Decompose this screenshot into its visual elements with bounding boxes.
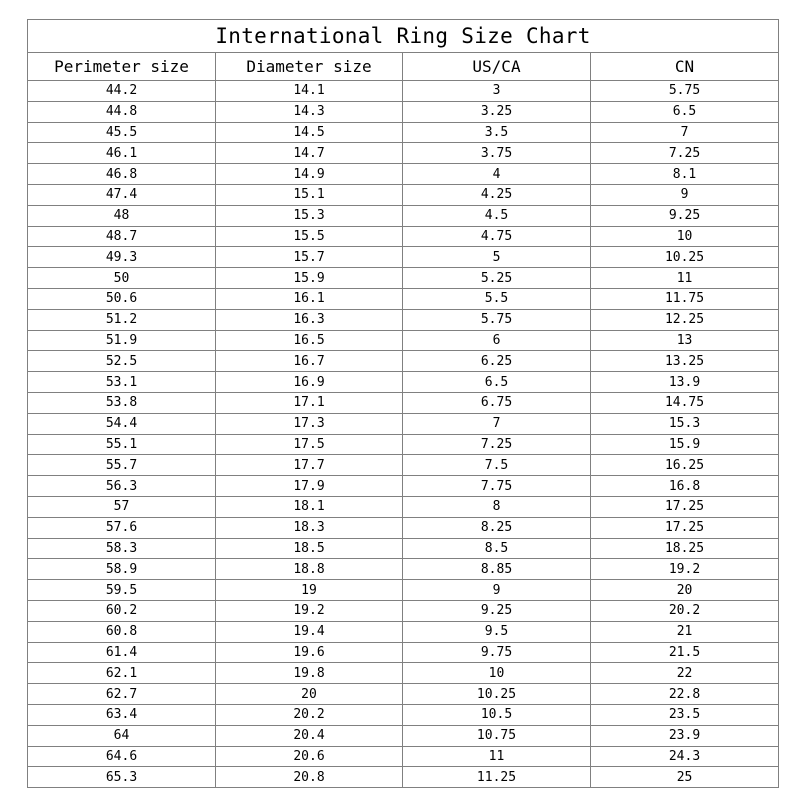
perimeter-cell: 53.1 (28, 372, 216, 393)
table-row (28, 81, 779, 102)
cn-cell: 22 (591, 663, 779, 684)
perimeter-cell: 64.6 (28, 746, 216, 767)
diameter-cell: 16.5 (216, 330, 403, 351)
us-ca-cell: 5 (403, 247, 591, 268)
column-header-perimeter: Perimeter size (28, 53, 216, 81)
table-row (28, 725, 779, 746)
perimeter-cell: 58.3 (28, 538, 216, 559)
diameter-cell: 18.1 (216, 496, 403, 517)
cn-cell: 10.25 (591, 247, 779, 268)
us-ca-cell: 11 (403, 746, 591, 767)
table-row (28, 184, 779, 205)
us-ca-cell: 6 (403, 330, 591, 351)
perimeter-cell: 61.4 (28, 642, 216, 663)
cn-cell: 13.25 (591, 351, 779, 372)
perimeter-cell: 49.3 (28, 247, 216, 268)
us-ca-cell: 10.75 (403, 725, 591, 746)
table-row (28, 580, 779, 601)
diameter-cell: 20.8 (216, 767, 403, 788)
cn-cell: 12.25 (591, 309, 779, 330)
cn-cell: 11 (591, 268, 779, 289)
diameter-cell: 14.3 (216, 101, 403, 122)
us-ca-cell: 4.75 (403, 226, 591, 247)
perimeter-cell: 64 (28, 725, 216, 746)
perimeter-cell: 52.5 (28, 351, 216, 372)
diameter-cell: 16.1 (216, 288, 403, 309)
cn-cell: 9 (591, 184, 779, 205)
table-row (28, 226, 779, 247)
diameter-cell: 15.7 (216, 247, 403, 268)
table-row (28, 455, 779, 476)
cn-cell: 13.9 (591, 372, 779, 393)
cn-cell: 20 (591, 580, 779, 601)
diameter-cell: 14.1 (216, 81, 403, 102)
cn-cell: 22.8 (591, 684, 779, 705)
cn-cell: 5.75 (591, 81, 779, 102)
us-ca-cell: 9.25 (403, 600, 591, 621)
cn-cell: 16.8 (591, 476, 779, 497)
diameter-cell: 16.9 (216, 372, 403, 393)
us-ca-cell: 10.25 (403, 684, 591, 705)
perimeter-cell: 54.4 (28, 413, 216, 434)
table-row (28, 642, 779, 663)
cn-cell: 19.2 (591, 559, 779, 580)
cn-cell: 11.75 (591, 288, 779, 309)
diameter-cell: 17.7 (216, 455, 403, 476)
table-row (28, 517, 779, 538)
cn-cell: 21.5 (591, 642, 779, 663)
cn-cell: 8.1 (591, 164, 779, 185)
diameter-cell: 18.5 (216, 538, 403, 559)
us-ca-cell: 5.5 (403, 288, 591, 309)
diameter-cell: 19.4 (216, 621, 403, 642)
us-ca-cell: 3 (403, 81, 591, 102)
table-row (28, 496, 779, 517)
diameter-cell: 19.2 (216, 600, 403, 621)
us-ca-cell: 4.25 (403, 184, 591, 205)
cn-cell: 23.9 (591, 725, 779, 746)
diameter-cell: 14.9 (216, 164, 403, 185)
table-row (28, 434, 779, 455)
diameter-cell: 17.5 (216, 434, 403, 455)
table-row (28, 122, 779, 143)
table-row (28, 101, 779, 122)
perimeter-cell: 60.2 (28, 600, 216, 621)
cn-cell: 17.25 (591, 517, 779, 538)
diameter-cell: 20 (216, 684, 403, 705)
table-row (28, 205, 779, 226)
perimeter-cell: 63.4 (28, 704, 216, 725)
perimeter-cell: 47.4 (28, 184, 216, 205)
us-ca-cell: 10.5 (403, 704, 591, 725)
perimeter-cell: 56.3 (28, 476, 216, 497)
diameter-cell: 17.9 (216, 476, 403, 497)
us-ca-cell: 8 (403, 496, 591, 517)
perimeter-cell: 44.2 (28, 81, 216, 102)
table-row (28, 684, 779, 705)
perimeter-cell: 44.8 (28, 101, 216, 122)
us-ca-cell: 4.5 (403, 205, 591, 226)
us-ca-cell: 9.5 (403, 621, 591, 642)
us-ca-cell: 4 (403, 164, 591, 185)
perimeter-cell: 48 (28, 205, 216, 226)
us-ca-cell: 9 (403, 580, 591, 601)
diameter-cell: 18.8 (216, 559, 403, 580)
perimeter-cell: 50.6 (28, 288, 216, 309)
perimeter-cell: 53.8 (28, 392, 216, 413)
perimeter-cell: 57.6 (28, 517, 216, 538)
perimeter-cell: 58.9 (28, 559, 216, 580)
perimeter-cell: 55.7 (28, 455, 216, 476)
us-ca-cell: 3.5 (403, 122, 591, 143)
table-row (28, 330, 779, 351)
us-ca-cell: 8.85 (403, 559, 591, 580)
diameter-cell: 20.2 (216, 704, 403, 725)
cn-cell: 18.25 (591, 538, 779, 559)
table-row (28, 247, 779, 268)
table-row (28, 143, 779, 164)
diameter-cell: 16.7 (216, 351, 403, 372)
us-ca-cell: 8.25 (403, 517, 591, 538)
us-ca-cell: 9.75 (403, 642, 591, 663)
table-row (28, 351, 779, 372)
title-row (28, 20, 779, 53)
table-row (28, 268, 779, 289)
diameter-cell: 15.5 (216, 226, 403, 247)
diameter-cell: 19.8 (216, 663, 403, 684)
table-row (28, 746, 779, 767)
perimeter-cell: 51.9 (28, 330, 216, 351)
us-ca-cell: 7.25 (403, 434, 591, 455)
us-ca-cell: 3.75 (403, 143, 591, 164)
perimeter-cell: 51.2 (28, 309, 216, 330)
diameter-cell: 19 (216, 580, 403, 601)
column-header-us-ca: US/CA (403, 53, 591, 81)
us-ca-cell: 7 (403, 413, 591, 434)
table-row (28, 288, 779, 309)
diameter-cell: 15.9 (216, 268, 403, 289)
column-header-diameter: Diameter size (216, 53, 403, 81)
cn-cell: 24.3 (591, 746, 779, 767)
perimeter-cell: 57 (28, 496, 216, 517)
table-row (28, 413, 779, 434)
table-row (28, 538, 779, 559)
table-row (28, 600, 779, 621)
us-ca-cell: 11.25 (403, 767, 591, 788)
us-ca-cell: 6.75 (403, 392, 591, 413)
cn-cell: 7 (591, 122, 779, 143)
diameter-cell: 18.3 (216, 517, 403, 538)
perimeter-cell: 45.5 (28, 122, 216, 143)
us-ca-cell: 5.25 (403, 268, 591, 289)
perimeter-cell: 62.7 (28, 684, 216, 705)
table-row (28, 663, 779, 684)
diameter-cell: 17.1 (216, 392, 403, 413)
table-row (28, 392, 779, 413)
table-row (28, 372, 779, 393)
table-row (28, 559, 779, 580)
table-row (28, 309, 779, 330)
cn-cell: 16.25 (591, 455, 779, 476)
diameter-cell: 20.4 (216, 725, 403, 746)
us-ca-cell: 10 (403, 663, 591, 684)
perimeter-cell: 62.1 (28, 663, 216, 684)
diameter-cell: 16.3 (216, 309, 403, 330)
perimeter-cell: 48.7 (28, 226, 216, 247)
table-row (28, 621, 779, 642)
column-header-cn: CN (591, 53, 779, 81)
cn-cell: 10 (591, 226, 779, 247)
us-ca-cell: 7.5 (403, 455, 591, 476)
ring-size-table (27, 19, 779, 788)
table-row (28, 476, 779, 497)
diameter-cell: 17.3 (216, 413, 403, 434)
perimeter-cell: 59.5 (28, 580, 216, 601)
perimeter-cell: 46.8 (28, 164, 216, 185)
cn-cell: 15.9 (591, 434, 779, 455)
table-row (28, 767, 779, 788)
us-ca-cell: 8.5 (403, 538, 591, 559)
us-ca-cell: 5.75 (403, 309, 591, 330)
cn-cell: 15.3 (591, 413, 779, 434)
cn-cell: 14.75 (591, 392, 779, 413)
cn-cell: 17.25 (591, 496, 779, 517)
cn-cell: 21 (591, 621, 779, 642)
perimeter-cell: 55.1 (28, 434, 216, 455)
table-title: International Ring Size Chart (28, 20, 779, 53)
us-ca-cell: 7.75 (403, 476, 591, 497)
cn-cell: 6.5 (591, 101, 779, 122)
diameter-cell: 15.3 (216, 205, 403, 226)
cn-cell: 7.25 (591, 143, 779, 164)
diameter-cell: 14.7 (216, 143, 403, 164)
table-row (28, 164, 779, 185)
us-ca-cell: 3.25 (403, 101, 591, 122)
diameter-cell: 14.5 (216, 122, 403, 143)
us-ca-cell: 6.5 (403, 372, 591, 393)
perimeter-cell: 60.8 (28, 621, 216, 642)
diameter-cell: 15.1 (216, 184, 403, 205)
table-body (28, 81, 779, 788)
cn-cell: 23.5 (591, 704, 779, 725)
cn-cell: 25 (591, 767, 779, 788)
header-row (28, 53, 779, 81)
table-row (28, 704, 779, 725)
diameter-cell: 20.6 (216, 746, 403, 767)
perimeter-cell: 50 (28, 268, 216, 289)
diameter-cell: 19.6 (216, 642, 403, 663)
perimeter-cell: 46.1 (28, 143, 216, 164)
perimeter-cell: 65.3 (28, 767, 216, 788)
cn-cell: 20.2 (591, 600, 779, 621)
cn-cell: 9.25 (591, 205, 779, 226)
us-ca-cell: 6.25 (403, 351, 591, 372)
cn-cell: 13 (591, 330, 779, 351)
